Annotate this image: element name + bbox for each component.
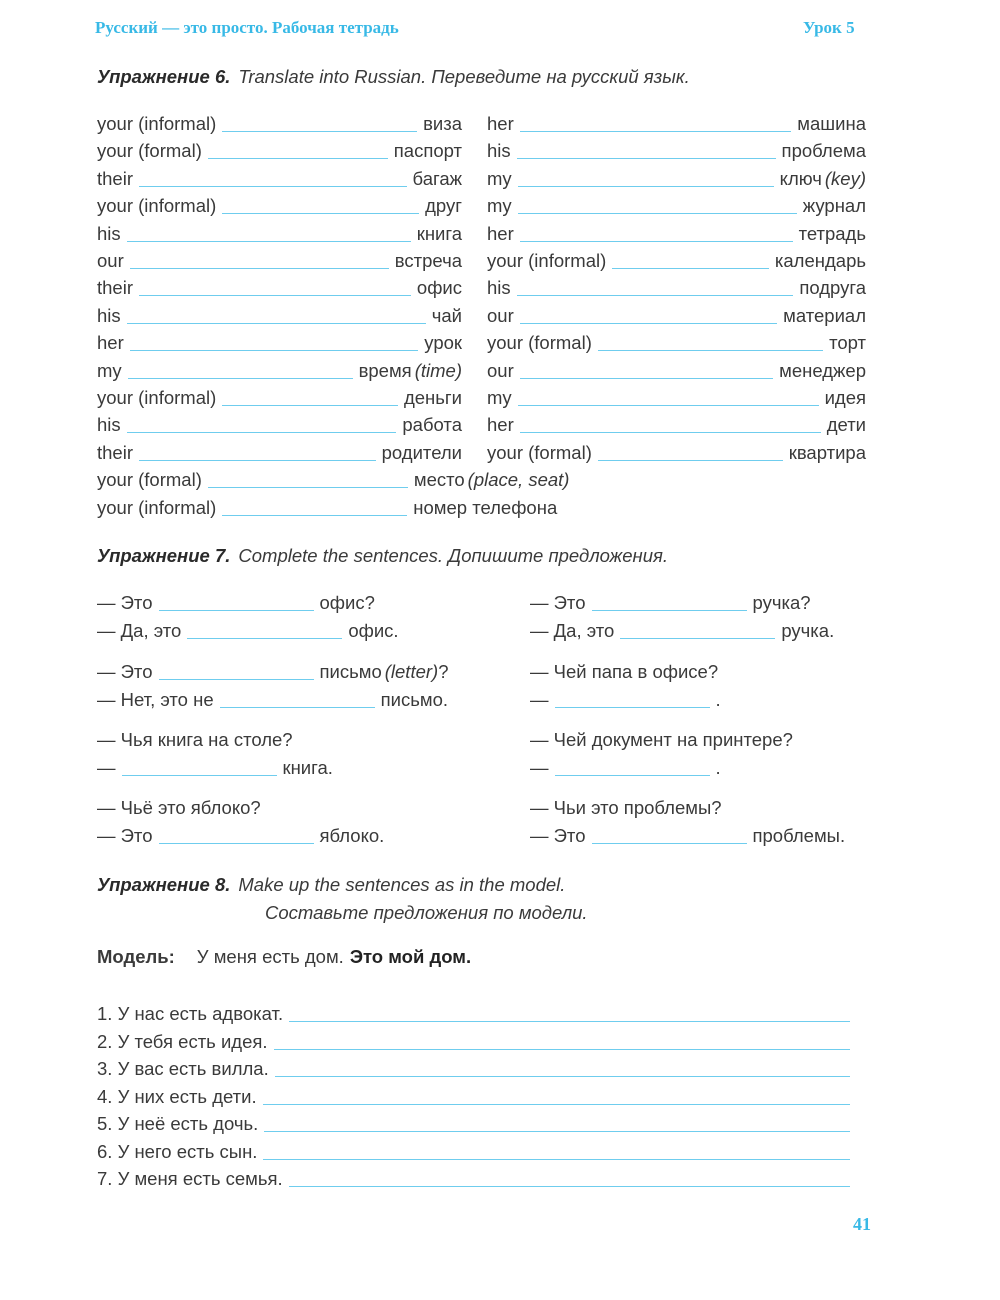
answer-blank[interactable]: [518, 186, 774, 187]
sentence-prompt: 3. У вас есть вилла.: [97, 1058, 269, 1079]
dialogue-text: — Да, это: [97, 620, 182, 641]
dialogue-ending: .: [715, 757, 721, 778]
exercise-row: [97, 166, 462, 190]
dialogue-ending: книга.: [282, 757, 333, 778]
noun-word: машина: [797, 113, 866, 134]
noun-word: дети: [826, 414, 866, 436]
noun-word: журнал: [802, 195, 866, 217]
noun-word: книга: [416, 222, 462, 244]
exercise-row: [487, 385, 866, 409]
dialogue-line: [530, 618, 834, 642]
pronoun-label: your (informal): [97, 496, 217, 518]
exercise-row: [487, 111, 866, 135]
answer-blank[interactable]: [620, 638, 775, 639]
dialogue-text: — Чьё это яблоко?: [97, 797, 261, 818]
pronoun-label: your (formal): [97, 140, 202, 162]
sentence-item: [97, 1029, 856, 1053]
noun-word: родители: [381, 441, 462, 463]
answer-blank[interactable]: [274, 1049, 850, 1050]
answer-blank[interactable]: [555, 775, 710, 776]
pronoun-label: your (informal): [97, 387, 217, 408]
exercise-row: [97, 495, 557, 519]
answer-blank[interactable]: [555, 707, 710, 708]
dialogue-line: [530, 795, 722, 819]
answer-blank[interactable]: [289, 1021, 850, 1022]
exercise-row: [487, 248, 866, 272]
noun-word: чай: [431, 304, 462, 326]
exercise-row: [487, 440, 866, 464]
exercise-8-instruction: Make up the sentences as in the model.: [238, 874, 566, 895]
answer-blank[interactable]: [520, 378, 773, 379]
pronoun-label: his: [487, 140, 511, 162]
dialogue-line: [97, 727, 293, 751]
sentence-prompt: 1. У нас есть адвокат.: [97, 1003, 284, 1024]
sentence-prompt: 7. У меня есть семья.: [97, 1168, 283, 1189]
exercise-8-instruction-ru: Составьте предложения по модели.: [265, 902, 588, 923]
exercise-row: [97, 193, 462, 217]
model-answer: Это мой дом.: [349, 946, 472, 967]
answer-blank[interactable]: [122, 775, 277, 776]
dialogue-ending: офис?: [319, 592, 375, 613]
noun-word: друг: [425, 195, 462, 217]
dialogue-text: — Это: [97, 825, 153, 846]
noun-word: багаж: [412, 167, 462, 189]
noun-word: номер телефона: [413, 496, 558, 518]
pronoun-label: her: [97, 332, 124, 354]
noun-word: подруга: [799, 277, 866, 299]
exercise-6-instruction: Translate into Russian. Переведите на русский язык.: [238, 66, 690, 87]
answer-blank[interactable]: [208, 158, 388, 159]
exercise-7-heading: [97, 545, 668, 567]
dialogue-text: — Чей документ на принтере?: [530, 729, 793, 750]
dialogue-line: [97, 755, 333, 779]
noun-word: квартира: [788, 441, 866, 463]
dialogue-ending: .: [715, 689, 721, 710]
exercise-row: [487, 221, 866, 245]
pronoun-label: my: [97, 359, 122, 381]
answer-blank[interactable]: [264, 1131, 850, 1132]
noun-word: тетрадь: [798, 222, 866, 244]
dialogue-text: — Это: [530, 592, 586, 613]
answer-blank[interactable]: [127, 241, 411, 242]
exercise-row: [487, 303, 866, 327]
noun-word: деньги: [403, 387, 462, 408]
dialogue-line: [530, 590, 811, 614]
pronoun-label: her: [487, 414, 514, 436]
pronoun-label: our: [487, 359, 514, 381]
exercise-row: [487, 358, 866, 382]
exercise-row: [97, 358, 462, 382]
answer-blank[interactable]: [520, 131, 792, 132]
exercise-7-title: Упражнение 7.: [97, 545, 231, 566]
exercise-row: [97, 467, 569, 491]
noun-word: проблема: [781, 140, 866, 162]
noun-word: время: [358, 359, 412, 381]
answer-blank[interactable]: [130, 350, 419, 351]
dialogue-line: [97, 618, 399, 642]
noun-word: ключ: [779, 167, 822, 189]
sentence-prompt: 6. У него есть сын.: [97, 1140, 258, 1162]
dialogue-ending: проблемы.: [752, 825, 846, 846]
sentence-item: [97, 1084, 856, 1108]
dialogue-note: (letter): [384, 661, 439, 682]
answer-blank[interactable]: [128, 378, 353, 379]
answer-blank[interactable]: [520, 241, 793, 242]
pronoun-label: your (informal): [97, 195, 217, 217]
answer-blank[interactable]: [517, 295, 794, 296]
dialogue-ending: ручка.: [781, 620, 835, 641]
exercise-row: [487, 275, 866, 299]
noun-word: менеджер: [779, 359, 866, 381]
noun-word: виза: [423, 113, 462, 134]
dialogue-text: — Нет, это не: [97, 689, 214, 710]
pronoun-label: their: [97, 277, 133, 299]
dialogue-text: — Это: [97, 592, 153, 613]
noun-note: (place, seat): [467, 469, 570, 491]
dialogue-text: — Это: [97, 661, 153, 682]
dialogue-line: [530, 687, 721, 711]
pronoun-label: his: [97, 414, 121, 436]
exercise-row: [97, 275, 462, 299]
dialogue-line: [530, 823, 845, 847]
sentence-item: [97, 1166, 856, 1190]
answer-blank[interactable]: [289, 1186, 850, 1187]
answer-blank[interactable]: [222, 515, 407, 516]
answer-blank[interactable]: [263, 1104, 850, 1105]
noun-word: место: [413, 469, 465, 491]
dialogue-text: —: [530, 757, 549, 778]
answer-blank[interactable]: [222, 131, 417, 132]
noun-note: (key): [824, 167, 866, 189]
dialogue-line: [530, 755, 721, 779]
noun-word: материал: [783, 304, 866, 326]
answer-blank[interactable]: [159, 679, 314, 680]
noun-word: встреча: [394, 250, 462, 271]
exercise-8-heading: [97, 874, 565, 896]
exercise-8-title: Упражнение 8.: [97, 874, 231, 895]
dialogue-text: — Да, это: [530, 620, 615, 641]
dialogue-line: [530, 727, 793, 751]
pronoun-label: their: [97, 167, 133, 189]
pronoun-label: our: [487, 304, 514, 326]
exercise-row: [487, 138, 866, 162]
pronoun-label: your (formal): [487, 332, 592, 354]
pronoun-label: my: [487, 167, 512, 189]
exercise-row: [97, 138, 462, 162]
answer-blank[interactable]: [159, 843, 314, 844]
answer-blank[interactable]: [598, 460, 783, 461]
noun-word: офис: [416, 277, 462, 299]
pronoun-label: his: [97, 304, 121, 326]
exercise-row: [97, 221, 462, 245]
sentence-item: [97, 1001, 856, 1025]
answer-blank[interactable]: [220, 707, 375, 708]
pronoun-label: his: [487, 277, 511, 299]
exercise-row: [487, 330, 866, 354]
noun-word: идея: [824, 387, 866, 408]
noun-word: календарь: [774, 250, 866, 271]
dialogue-text: — Чей папа в офисе?: [530, 661, 719, 682]
sentence-item: [97, 1056, 856, 1080]
dialogue-ending: ручка?: [752, 592, 811, 613]
answer-blank[interactable]: [598, 350, 823, 351]
dialogue-line: [97, 590, 375, 614]
dialogue-text: —: [97, 757, 116, 778]
pronoun-label: my: [487, 195, 512, 217]
answer-blank[interactable]: [275, 1076, 850, 1077]
noun-word: работа: [402, 414, 462, 436]
pronoun-label: your (formal): [487, 441, 592, 463]
dialogue-text: — Чьи это проблемы?: [530, 797, 722, 818]
sentence-prompt: 5. У неё есть дочь.: [97, 1113, 259, 1134]
dialogue-line: [97, 795, 261, 819]
pronoun-label: their: [97, 441, 133, 463]
book-title: Русский — это просто. Рабочая тетрадь: [95, 18, 399, 37]
answer-blank[interactable]: [139, 295, 411, 296]
answer-blank[interactable]: [222, 405, 398, 406]
answer-blank[interactable]: [520, 432, 821, 433]
dialogue-line: [530, 659, 718, 683]
answer-blank[interactable]: [139, 186, 407, 187]
answer-blank[interactable]: [139, 460, 376, 461]
dialogue-ending: письмо.: [380, 689, 449, 710]
dialogue-ending: письмо: [319, 661, 382, 682]
noun-word: торт: [829, 332, 866, 354]
exercise-row: [97, 440, 462, 464]
pronoun-label: her: [487, 222, 514, 244]
answer-blank[interactable]: [612, 268, 769, 269]
pronoun-label: your (informal): [487, 250, 607, 271]
exercise-row: [97, 330, 462, 354]
model-label: Модель:: [97, 946, 175, 967]
pronoun-label: her: [487, 113, 514, 134]
pronoun-label: his: [97, 222, 121, 244]
exercise-row: [487, 166, 866, 190]
pronoun-label: your (formal): [97, 469, 202, 491]
exercise-row: [97, 303, 462, 327]
noun-word: паспорт: [393, 140, 462, 162]
answer-blank[interactable]: [222, 213, 419, 214]
sentence-item: [97, 1139, 856, 1163]
answer-blank[interactable]: [187, 638, 342, 639]
dialogue-line: [97, 659, 449, 683]
sentence-item: [97, 1111, 856, 1135]
dialogue-punct: ?: [438, 661, 449, 682]
exercise-6-title: Упражнение 6.: [97, 66, 231, 87]
noun-word: урок: [424, 332, 462, 354]
exercise-7-instruction: Complete the sentences. Допишите предложения.: [238, 545, 669, 566]
answer-blank[interactable]: [517, 158, 776, 159]
answer-blank[interactable]: [518, 213, 797, 214]
dialogue-text: — Чья книга на столе?: [97, 729, 293, 750]
model-text: У меня есть дом.: [196, 946, 344, 967]
answer-blank[interactable]: [127, 323, 426, 324]
pronoun-label: our: [97, 250, 124, 271]
dialogue-text: —: [530, 689, 549, 710]
exercise-row: [97, 385, 462, 409]
answer-blank[interactable]: [520, 323, 777, 324]
model-example: [97, 944, 471, 968]
dialogue-text: — Это: [530, 825, 586, 846]
exercise-row: [97, 248, 462, 272]
exercise-6-heading: [97, 66, 690, 88]
answer-blank[interactable]: [592, 610, 747, 611]
sentence-prompt: 4. У них есть дети.: [97, 1085, 257, 1107]
answer-blank[interactable]: [127, 432, 397, 433]
pronoun-label: my: [487, 387, 512, 408]
page-number: 41: [853, 1214, 871, 1234]
pronoun-label: your (informal): [97, 113, 217, 134]
dialogue-ending: офис.: [348, 620, 399, 641]
dialogue-line: [97, 687, 448, 711]
dialogue-line: [97, 823, 384, 847]
answer-blank[interactable]: [130, 268, 389, 269]
dialogue-ending: яблоко.: [319, 825, 385, 846]
exercise-row: [487, 412, 866, 436]
noun-note: (time): [414, 359, 462, 381]
answer-blank[interactable]: [159, 610, 314, 611]
exercise-row: [487, 193, 866, 217]
answer-blank[interactable]: [518, 405, 819, 406]
sentence-prompt: 2. У тебя есть идея.: [97, 1030, 268, 1052]
exercise-row: [97, 412, 462, 436]
answer-blank[interactable]: [263, 1159, 850, 1160]
exercise-row: [97, 111, 462, 135]
lesson-label: Урок 5: [803, 18, 855, 37]
answer-blank[interactable]: [208, 487, 408, 488]
answer-blank[interactable]: [592, 843, 747, 844]
